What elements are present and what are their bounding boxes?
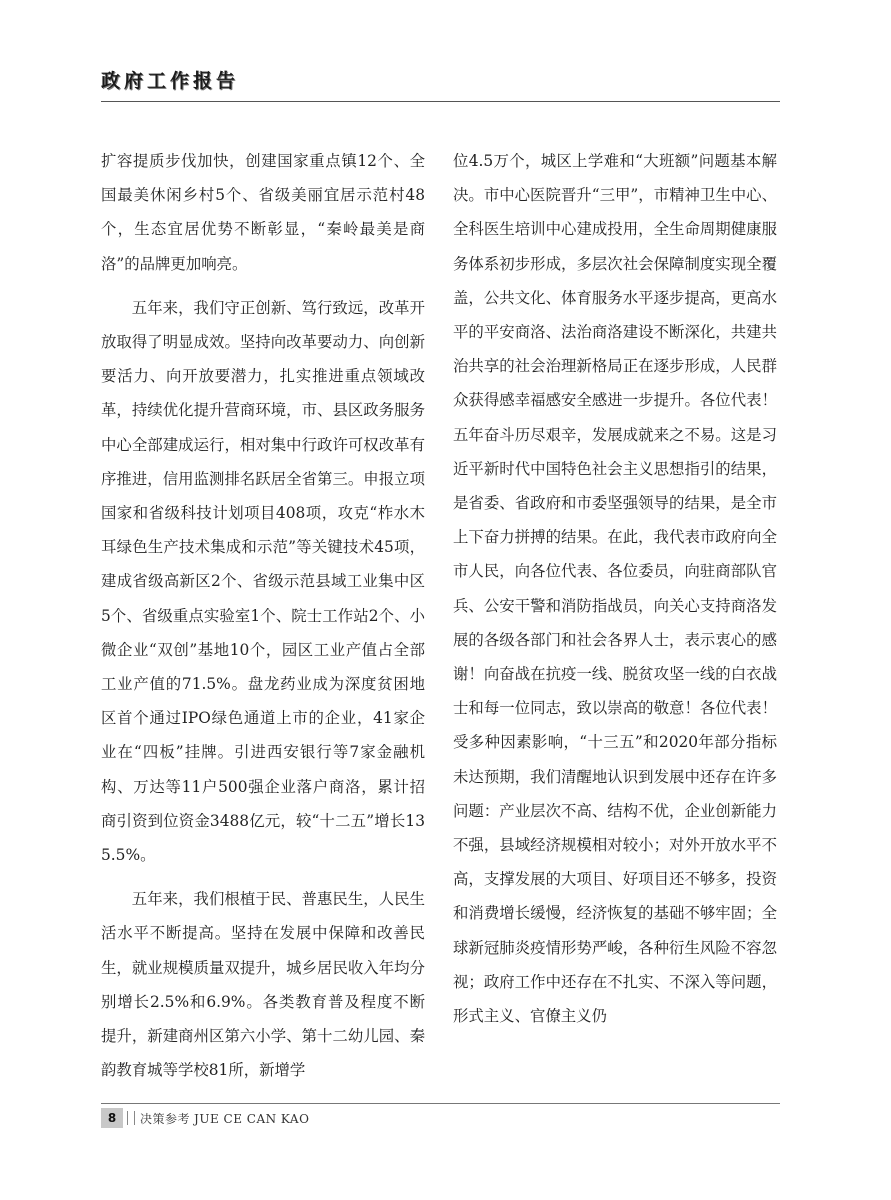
section-title: 政府工作报告 xyxy=(101,70,240,92)
paragraph-continued: 扩容提质步伐加快，创建国家重点镇12个、全国最美休闲乡村5个、省级美丽宜居示范村48个，生态宜居优势不断彰显，“秦岭最美是商洛”的品牌更加响亮。 xyxy=(101,152,425,273)
header-divider xyxy=(101,101,780,102)
paragraph-livelihood: 五年来，我们根植于民、普惠民生，人民生活水平不断提高。坚持在发展中保障和改善民生，就业规模质量双提升，城乡居民收入年均分别增长2.5%和6.9%。各类教育普及程度不断提升，新建商州区第六小学、第十二幼儿园、秦韵教育城等学校81所，新增学 xyxy=(101,890,425,1080)
right-column xyxy=(453,144,777,1033)
page-footer xyxy=(101,1108,309,1128)
publication-name xyxy=(140,1110,309,1127)
page-number: 8 xyxy=(101,1108,123,1128)
publication-title: 决策参考 xyxy=(140,1111,191,1126)
paragraph-reform: 五年来，我们守正创新、笃行致远，改革开放取得了明显成效。坚持向改革要动力、向创新要活力、向开放要潜力，扎实推进重点领域改革，持续优化提升营商环境，市、县区政务服务中心全部建成运行，相对集中行政许可权改革有序推进，信用监测排名跃居全省第三。申报立项国家和省级科技计划项目408项，攻克“柞水木耳绿色生产技术集成和示范”等关键技术45项，建成省级高新区2个、省级示范县域工业集中区5个、省级重点实验室1个、院士工作站2个、小微企业“双创”基地10个，园区工业产值占全部工业产值的71.5%。盘龙药业成为深度贫困地区首个通过IPO绿色通道上市的企业，41家企业在“四板”挂牌。引进西安银行等7家金融机构、万达等11户500强企业落户商洛，累计招商引资到位资金3488亿元，较“十二五”增长135.5%。 xyxy=(101,298,425,865)
paragraph-continued-right: 位4.5万个，城区上学难和“大班额”问题基本解决。市中心医院晋升“三甲”，市精神卫生中心、全科医生培训中心建成投用，全生命周期健康服务体系初步形成，多层次社会保障制度实现全覆盖，公共文化、体育服务水平逐步提高，更高水平的平安商洛、法治商洛建设不断深化，共建共治共享的社会治理新格局正在逐步形成，人民群众获得感幸福感安全感进一步提升。各位代表！五年奋斗历尽艰辛，发展成就来之不易。这是习近平新时代中国特色社会主义思想指引的结果，是省委、省政府和市委坚强领导的结果，是全市上下奋力拼搏的结果。在此，我代表市政府向全市人民，向各位代表、各位委员，向驻商部队官兵、公安干警和消防指战员，向关心支持商洛发展的各级各部门和社会各界人士，表示衷心的感谢！向奋战在抗疫一线、脱贫攻坚一线的白衣战士和每一位同志，致以崇高的敬意！各位代表！受多种因素影响，“十三五”和2020年部分指标未达预期，我们清醒地认识到发展中还存在许多问题：产业层次不高、结构不优，企业创新能力不强，县域经济规模相对较小；对外开放水平不高，支撑发展的大项目、好项目还不够多，投资和消费增长缓慢，经济恢复的基础不够牢固；全球新冠肺炎疫情形势严峻，各种衍生风险不容忽视；政府工作中还存在不扎实、不深入等问题，形式主义、官僚主义仍 xyxy=(453,152,777,1026)
publication-latin: JUE CE CAN KAO xyxy=(194,1111,310,1126)
left-column xyxy=(101,144,425,1087)
footer-separator xyxy=(127,1111,135,1125)
footer-divider xyxy=(101,1103,780,1104)
